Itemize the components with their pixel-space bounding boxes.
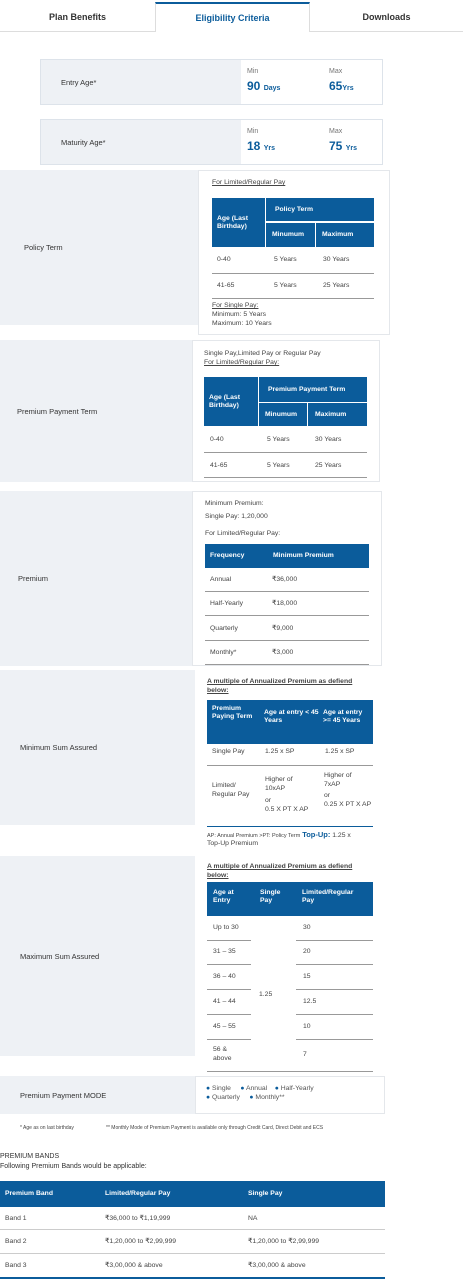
row-lr: 10 [303,1023,311,1030]
policy-term-label: Policy Term [0,170,198,325]
max-label: Max [329,128,343,135]
row-value-b-line4: 0.25 X PT X AP [324,801,372,808]
maturity-age-label: Maturity Age* [41,120,241,164]
row-min: 5 Years [267,462,290,469]
col-band-header: Premium Band [5,1190,53,1198]
row-value-a-line2: 10xAP [265,785,286,792]
row-lr: 12.5 [303,998,317,1005]
row-divider [207,1071,373,1072]
row-min-premium: ₹36,000 [272,576,298,583]
row-max: 30 Years [315,436,342,443]
footnote-abbreviations: AP: Annual Premium >PT: Policy Term [207,833,301,839]
entry-age-row [40,59,383,105]
single-pay-heading: For Single Pay: [212,302,259,309]
row-lr: 7 [303,1051,307,1058]
row-age: 0-40 [217,256,231,263]
payment-mode-label: Premium Payment MODE [0,1076,195,1114]
max-unit: Yrs [345,145,357,152]
row-min: 5 Years [274,256,297,263]
row-lr: 30 [303,924,311,931]
row-divider [207,964,251,965]
row-age: 41 – 44 [213,998,236,1005]
col-age-below-45-header: Age at entry < 45 Years [264,709,319,724]
max-unit: Yrs [342,85,354,92]
footnote-topup: Top-Up: [302,830,331,839]
max-label: Max [329,68,343,75]
row-lr: ₹36,000 to ₹1,19,999 [105,1215,171,1222]
min-sum-assured-label: Minimum Sum Assured [0,670,195,825]
row-age: 41-65 [217,282,235,289]
single-pay-value: 1.25 [259,991,273,998]
row-sp: ₹1,20,000 to ₹2,99,999 [248,1238,320,1245]
row-value-b-line3: or [324,792,331,799]
premium-label: Premium [0,491,192,666]
payment-mode-line1 [206,1085,314,1094]
col-frequency-header: Frequency [210,552,245,560]
entry-age-max [329,68,354,93]
mode-monthly: Monthly** [255,1094,285,1101]
col-age-header: Age (Last Birthday) [204,377,258,426]
col-age-header: Age (Last Birthday) [212,198,265,247]
tab-eligibility-criteria[interactable]: Eligibility Criteria [155,2,310,32]
min-unit: Days [263,85,281,92]
row-divider [296,989,373,990]
row-max: 25 Years [323,282,350,289]
premium-line1: Minimum Premium: [205,500,264,507]
footnote-monthly: ** Monthly Mode of Premium Payment is available only through Credit Card, Direct Debit and ECS [106,1125,324,1131]
min-label: Min [247,68,259,75]
col-premium-paying-term-header: Premium Paying Term [212,705,253,720]
row-divider [204,452,367,453]
max-value: 65 [329,79,343,93]
row-age: 0-40 [210,436,224,443]
row-divider [0,1229,385,1230]
bullet-icon: ● [240,1085,245,1092]
footnote-age: * Age as on last birthday [20,1125,74,1131]
row-band: Band 1 [5,1215,27,1222]
payment-mode-section [0,1076,390,1114]
row-value-b: 1.25 x SP [325,748,355,755]
bullet-icon: ● [249,1094,254,1101]
row-min-premium: ₹9,000 [272,625,294,632]
max-sum-assured-label: Maximum Sum Assured [0,856,195,1056]
table-bottom-border [0,1277,385,1279]
mode-annual: Annual [245,1085,268,1092]
row-divider [205,615,369,616]
row-value-b-line2: 7xAP [324,781,341,788]
col-group-header: Premium Payment Term [258,377,367,402]
col-min-header: Minumum [258,402,307,426]
policy-term-section [0,170,390,335]
row-lr: 15 [303,973,311,980]
premium-payment-term-section [0,340,390,482]
row-divider [207,940,251,941]
min-value: 18 [247,139,261,153]
min-value: 90 [247,79,261,93]
row-frequency: Annual [210,576,232,583]
col-min-premium-header: Minimum Premium [273,552,334,560]
row-min: 5 Years [267,436,290,443]
row-value-a-line4: 0.5 X PT X AP [265,806,309,813]
entry-age-min [247,68,280,93]
mode-quarterly: Quarterly [212,1094,240,1101]
entry-age-label: Entry Age* [41,60,241,104]
col-single-pay-header: Single Pay [260,889,281,904]
tab-divider [0,31,155,32]
row-divider [207,989,251,990]
maturity-age-max [329,128,357,153]
row-sp: ₹3,00,000 & above [248,1262,306,1269]
footnote-line2: Top-Up Premium [207,840,258,847]
max-sa-header-row [207,882,373,916]
tab-divider [310,31,463,32]
col-group-header: Policy Term [265,198,374,221]
row-age: 41-65 [210,462,228,469]
row-divider [296,1039,373,1040]
col-age-above-45-header: Age at entry >= 45 Years [323,709,363,724]
footnote-topup-value: 1.25 x [332,832,351,839]
row-frequency: Monthly* [210,649,237,656]
row-value-b-line1: Higher of [324,772,352,779]
row-divider [207,1039,251,1040]
row-min: 5 Years [274,282,297,289]
premium-bands-title: PREMIUM BANDS [0,1153,60,1160]
row-divider [207,765,373,766]
row-age: 45 – 55 [213,1023,236,1030]
col-age-at-entry-header: Age at Entry [213,889,234,904]
bullet-icon: ● [206,1094,211,1101]
row-term: Limited/ Regular Pay [212,782,250,798]
premium-section [0,491,390,666]
tab-bar [0,0,463,32]
col-min-header: Minumum [265,222,315,247]
row-min-premium: ₹18,000 [272,600,298,607]
row-max: 30 Years [323,256,350,263]
row-divider [296,964,373,965]
row-lr: 20 [303,948,311,955]
row-term: Single Pay [212,748,245,755]
max-sa-heading: A multiple of Annualized Premium as defiend below: [207,863,353,879]
row-band: Band 2 [5,1238,27,1245]
row-age: 31 – 35 [213,948,236,955]
col-max-header: Maximum [315,222,374,247]
payment-mode-line2 [206,1094,285,1103]
premium-bands-header-row [0,1181,385,1207]
table-bottom-border [207,826,373,827]
max-sum-assured-section [0,856,390,1074]
min-sum-assured-section [0,670,390,850]
ppt-line1: Single Pay,Limited Pay or Regular Pay [204,350,321,357]
maturity-age-row [40,119,383,165]
row-min-premium: ₹3,000 [272,649,294,656]
tab-plan-benefits[interactable]: Plan Benefits [48,12,106,22]
row-frequency: Half-Yearly [210,600,243,607]
row-divider [207,1014,251,1015]
row-lr: ₹3,00,000 & above [105,1262,163,1269]
row-divider [205,640,369,641]
row-divider [204,477,367,478]
row-age: Up to 30 [213,924,239,931]
bullet-icon: ● [206,1085,211,1092]
ppt-heading: For Limited/Regular Pay: [204,359,280,366]
bullet-icon: ● [274,1085,279,1092]
row-lr: ₹1,20,000 to ₹2,99,999 [105,1238,177,1245]
col-limited-regular-header: Limited/Regular Pay [302,889,354,904]
max-value: 75 [329,139,343,153]
row-divider [205,591,369,592]
premium-bands-subtitle: Following Premium Bands would be applicable: [0,1163,147,1170]
min-label: Min [247,128,259,135]
row-age: 56 & above [213,1046,232,1062]
row-divider [0,1253,385,1254]
row-band: Band 3 [5,1262,27,1269]
row-frequency: Quarterly [210,625,238,632]
row-divider [212,298,374,299]
min-unit: Yrs [263,145,275,152]
single-pay-max: Maximum: 10 Years [212,320,272,327]
ppt-label: Premium Payment Term [0,340,192,482]
row-divider [205,664,369,665]
col-max-header: Maximum [307,402,367,426]
row-value-a-line1: Higher of [265,776,293,783]
row-divider [296,1014,373,1015]
row-divider [212,273,374,274]
col-single-pay-header: Single Pay [248,1190,283,1198]
policy-term-heading: For Limited/Regular Pay [212,179,286,186]
premium-line2: Single Pay: 1,20,000 [205,513,268,520]
single-pay-min: Minimum: 5 Years [212,311,267,318]
premium-header-row [205,544,369,568]
row-sp: NA [248,1215,258,1222]
min-sa-heading: A multiple of Annualized Premium as defiend below: [207,678,353,694]
row-divider [296,940,373,941]
row-age: 36 – 40 [213,973,236,980]
row-max: 25 Years [315,462,342,469]
maturity-age-min [247,128,275,153]
premium-line3: For Limited/Regular Pay: [205,530,281,537]
tab-downloads[interactable]: Downloads [362,12,411,22]
col-limited-regular-header: Limited/Regular Pay [105,1190,171,1198]
mode-single: Single [212,1085,231,1092]
mode-half-yearly: Half-Yearly [280,1085,314,1092]
row-value-a-line3: or [265,797,272,804]
row-value-a: 1.25 x SP [265,748,295,755]
min-sa-header-row [207,700,373,744]
